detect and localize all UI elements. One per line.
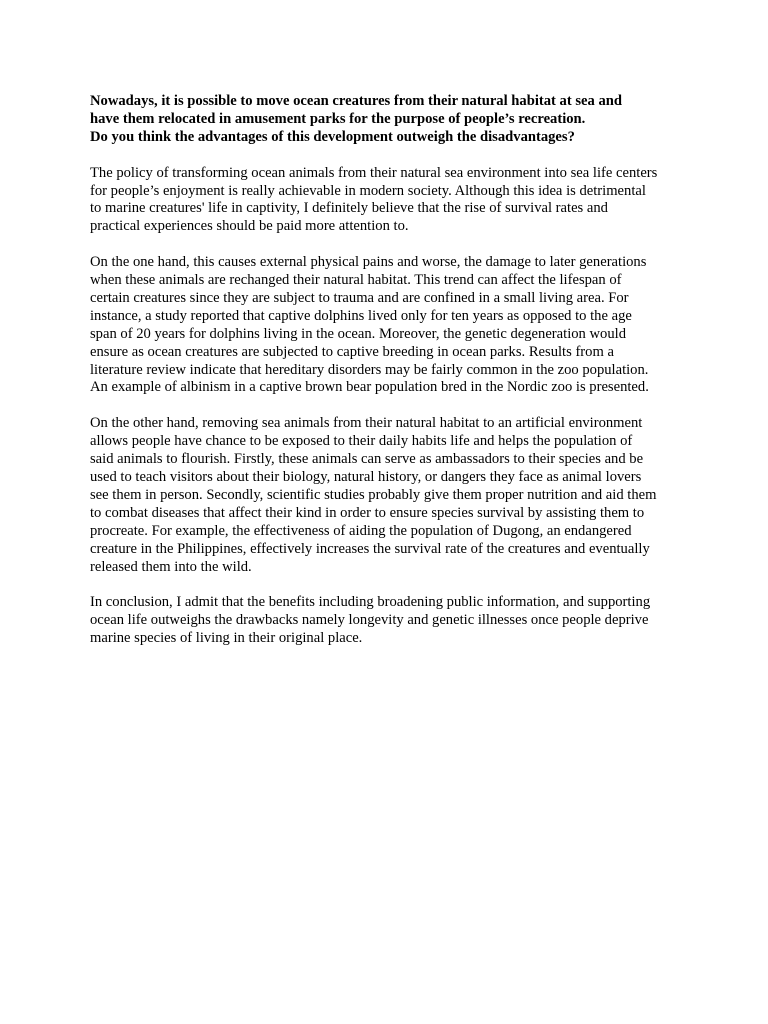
- paragraph-line: instance, a study reported that captive dolphins lived only for ten years as opposed to the age: [90, 307, 632, 324]
- prompt-line: have them relocated in amusement parks for the purpose of people’s recreation.: [90, 110, 586, 127]
- paragraph-line: creature in the Philippines, effectively increases the survival rate of the creatures and eventually: [90, 540, 650, 557]
- paragraph-line: An example of albinism in a captive brown bear population bred in the Nordic zoo is presented.: [90, 379, 649, 396]
- paragraph-line: The policy of transforming ocean animals from their natural sea environment into sea life centers: [90, 164, 658, 181]
- essay-prompt: [90, 93, 682, 147]
- paragraph-line: marine species of living in their original place.: [90, 630, 363, 647]
- paragraph-line: procreate. For example, the effectiveness of aiding the population of Dugong, an endangered: [90, 522, 632, 539]
- paragraph-line: allows people have chance to be exposed to their daily habits life and helps the population of: [90, 433, 633, 450]
- paragraph-line: In conclusion, I admit that the benefits including broadening public information, and supporting: [90, 594, 651, 611]
- paragraph-line: ensure as ocean creatures are subjected to captive breeding in ocean parks. Results from a: [90, 343, 614, 360]
- paragraph-line: span of 20 years for dolphins living in the ocean. Moreover, the genetic degeneration would: [90, 325, 626, 342]
- body-paragraph-disadvantages: [90, 254, 682, 397]
- paragraph-line: On the other hand, removing sea animals from their natural habitat to an artificial environment: [90, 415, 643, 432]
- paragraph-line: when these animals are rechanged their natural habitat. This trend can affect the lifespan of: [90, 272, 622, 289]
- conclusion-paragraph: [90, 594, 682, 648]
- introduction-paragraph: [90, 165, 682, 237]
- paragraph-line: ocean life outweighs the drawbacks namely longevity and genetic illnesses once people deprive: [90, 612, 649, 629]
- paragraph-line: released them into the wild.: [90, 558, 252, 575]
- paragraph-line: literature review indicate that hereditary disorders may be fairly common in the zoo population.: [90, 361, 649, 378]
- paragraph-line: On the one hand, this causes external physical pains and worse, the damage to later generations: [90, 254, 647, 271]
- prompt-question: Do you think the advantages of this development outweigh the disadvantages?: [90, 128, 575, 145]
- prompt-line: Nowadays, it is possible to move ocean creatures from their natural habitat at sea and: [90, 93, 622, 109]
- body-paragraph-advantages: [90, 415, 682, 576]
- paragraph-line: used to teach visitors about their biology, natural history, or dangers they face as animal lovers: [90, 468, 642, 485]
- paragraph-line: to marine creatures' life in captivity, I definitely believe that the rise of survival rates and: [90, 200, 608, 217]
- document-page: [90, 93, 682, 648]
- paragraph-line: said animals to flourish. Firstly, these animals can serve as ambassadors to their species and be: [90, 451, 644, 468]
- paragraph-line: see them in person. Secondly, scientific studies probably give them proper nutrition and aid them: [90, 486, 657, 503]
- paragraph-line: practical experiences should be paid more attention to.: [90, 218, 409, 235]
- paragraph-line: certain creatures since they are subject to trauma and are confined in a small living area. For: [90, 289, 629, 306]
- paragraph-line: for people’s enjoyment is really achievable in modern society. Although this idea is detrimental: [90, 182, 646, 199]
- paragraph-line: to combat diseases that affect their kind in order to ensure species survival by assisting them to: [90, 504, 645, 521]
